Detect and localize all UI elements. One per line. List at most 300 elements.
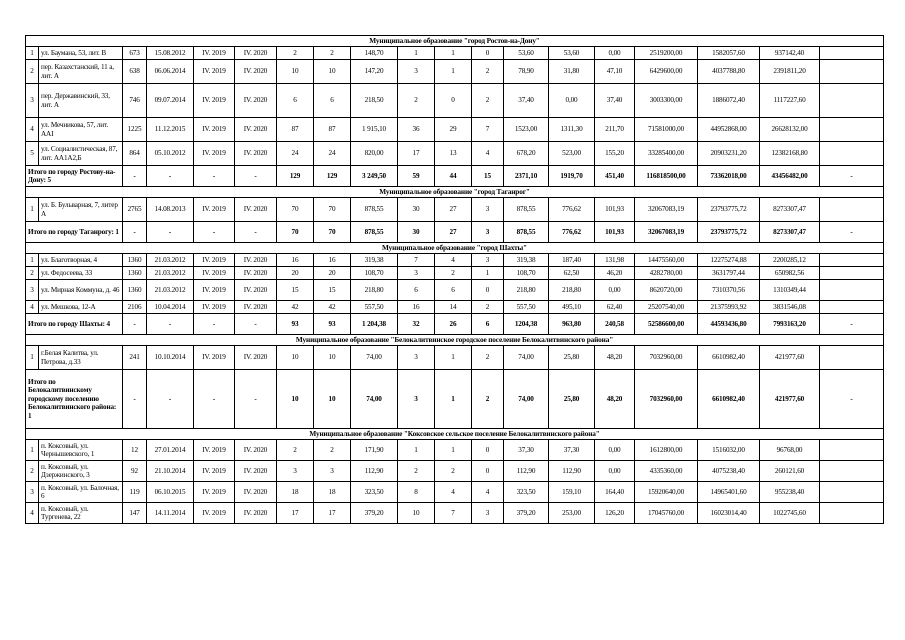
table-cell: 746 bbox=[123, 84, 147, 118]
table-row bbox=[26, 503, 884, 524]
table-cell: 37,30 bbox=[549, 440, 595, 461]
table-cell: 33285400,00 bbox=[635, 142, 698, 166]
total-label: Итого по городу Шахты: 4 bbox=[26, 314, 123, 335]
table-cell: 1 bbox=[398, 47, 435, 60]
section-title: Муниципальное образование "город Таганрог" bbox=[26, 187, 884, 198]
table-cell: 14965401,60 bbox=[698, 482, 760, 503]
table-cell: 70 bbox=[277, 198, 314, 222]
table-cell: 18 bbox=[277, 482, 314, 503]
table-cell: 46,20 bbox=[595, 267, 635, 280]
table-cell: 1022745,60 bbox=[760, 503, 820, 524]
table-cell bbox=[820, 142, 884, 166]
total-cell: 10 bbox=[277, 370, 314, 429]
table-cell: 3 bbox=[277, 461, 314, 482]
table-cell: 0 bbox=[472, 280, 504, 301]
row-number: 4 bbox=[26, 301, 39, 314]
table-cell: 4075238,40 bbox=[698, 461, 760, 482]
table-cell: 17 bbox=[398, 142, 435, 166]
table-cell: 319,38 bbox=[504, 254, 549, 267]
table-cell: IV. 2019 bbox=[194, 346, 235, 370]
table-cell: 112,90 bbox=[504, 461, 549, 482]
total-cell: 421977,60 bbox=[760, 370, 820, 429]
table-body bbox=[26, 36, 884, 524]
total-cell: - bbox=[235, 166, 277, 187]
table-cell: IV. 2020 bbox=[235, 301, 277, 314]
total-cell: 1204,38 bbox=[504, 314, 549, 335]
total-cell: 10 bbox=[314, 370, 351, 429]
section-header-row bbox=[26, 335, 884, 346]
table-cell: 4 bbox=[472, 482, 504, 503]
table-cell: 05.10.2012 bbox=[147, 142, 194, 166]
table-cell: 2391811,20 bbox=[760, 60, 820, 84]
table-cell: 74,00 bbox=[504, 346, 549, 370]
table-cell: 21375993,92 bbox=[698, 301, 760, 314]
table-cell: IV. 2019 bbox=[194, 198, 235, 222]
table-cell: 24 bbox=[314, 142, 351, 166]
row-number: 3 bbox=[26, 482, 39, 503]
table-cell: 20 bbox=[314, 267, 351, 280]
table-cell: 62,50 bbox=[549, 267, 595, 280]
section-title: Муниципальное образование "город Ростов-на-Дону" bbox=[26, 36, 884, 47]
table-row bbox=[26, 142, 884, 166]
table-cell: IV. 2020 bbox=[235, 254, 277, 267]
table-cell bbox=[820, 280, 884, 301]
table-cell: IV. 2019 bbox=[194, 142, 235, 166]
table-cell: 23793775,72 bbox=[698, 198, 760, 222]
row-number: 2 bbox=[26, 267, 39, 280]
table-cell: 379,20 bbox=[504, 503, 549, 524]
table-cell: 1311,30 bbox=[549, 118, 595, 142]
table-cell: 878,55 bbox=[504, 198, 549, 222]
total-cell: - bbox=[123, 222, 147, 243]
table-cell: 10 bbox=[398, 503, 435, 524]
table-cell bbox=[820, 301, 884, 314]
table-cell: 0 bbox=[472, 461, 504, 482]
table-cell: 2200285,12 bbox=[760, 254, 820, 267]
table-cell: 71581000,00 bbox=[635, 118, 698, 142]
table-cell: 131,98 bbox=[595, 254, 635, 267]
table-cell: 10 bbox=[314, 346, 351, 370]
total-cell: 74,00 bbox=[351, 370, 398, 429]
table-cell: 155,20 bbox=[595, 142, 635, 166]
table-cell bbox=[820, 60, 884, 84]
table-cell: 27.01.2014 bbox=[147, 440, 194, 461]
address-cell: п. Коксовый, ул. Дзержинского, 3 bbox=[39, 461, 123, 482]
table-row bbox=[26, 346, 884, 370]
table-cell: 1 bbox=[435, 60, 472, 84]
table-cell: 0 bbox=[472, 47, 504, 60]
row-number: 3 bbox=[26, 84, 39, 118]
table-cell bbox=[820, 482, 884, 503]
table-cell: 108,70 bbox=[351, 267, 398, 280]
table-cell: 148,70 bbox=[351, 47, 398, 60]
total-label: Итого по городу Ростову-на-Дону: 5 bbox=[26, 166, 123, 187]
table-cell: 62,40 bbox=[595, 301, 635, 314]
table-cell: 6 bbox=[435, 280, 472, 301]
total-cell: 74,00 bbox=[504, 370, 549, 429]
table-cell: 14.08.2013 bbox=[147, 198, 194, 222]
table-cell: 21.10.2014 bbox=[147, 461, 194, 482]
table-row bbox=[26, 118, 884, 142]
table-cell: 37,40 bbox=[595, 84, 635, 118]
total-cell: 3 bbox=[398, 370, 435, 429]
address-cell: п. Коксовый, ул. Чернышевского, 1 bbox=[39, 440, 123, 461]
table-cell: 18 bbox=[314, 482, 351, 503]
row-number: 4 bbox=[26, 118, 39, 142]
table-cell: 7032960,00 bbox=[635, 346, 698, 370]
table-cell: 211,70 bbox=[595, 118, 635, 142]
table-cell: 17 bbox=[277, 503, 314, 524]
table-cell: 6 bbox=[277, 84, 314, 118]
table-cell: 147 bbox=[123, 503, 147, 524]
table-cell bbox=[820, 267, 884, 280]
table-cell: 25207540,00 bbox=[635, 301, 698, 314]
table-cell: 2 bbox=[472, 301, 504, 314]
address-cell: ул. Федосеева, 33 bbox=[39, 267, 123, 280]
table-cell: 1 bbox=[435, 440, 472, 461]
table-cell bbox=[820, 47, 884, 60]
table-cell: 10 bbox=[277, 346, 314, 370]
table-cell: 323,50 bbox=[504, 482, 549, 503]
total-cell: 44593436,80 bbox=[698, 314, 760, 335]
table-cell: 112,90 bbox=[351, 461, 398, 482]
table-cell: 878,55 bbox=[351, 198, 398, 222]
table-cell: IV. 2019 bbox=[194, 503, 235, 524]
table-cell: 421977,60 bbox=[760, 346, 820, 370]
total-cell: 52586600,00 bbox=[635, 314, 698, 335]
address-cell: ул. Мешкова, 12-А bbox=[39, 301, 123, 314]
total-cell: 240,58 bbox=[595, 314, 635, 335]
table-cell: IV. 2020 bbox=[235, 60, 277, 84]
table-cell: 2 bbox=[277, 440, 314, 461]
table-cell: 0,00 bbox=[595, 280, 635, 301]
table-row bbox=[26, 60, 884, 84]
table-cell: 6429600,00 bbox=[635, 60, 698, 84]
table-cell: IV. 2019 bbox=[194, 440, 235, 461]
table-cell bbox=[820, 503, 884, 524]
table-cell: IV. 2019 bbox=[194, 461, 235, 482]
table-cell: 0,00 bbox=[549, 84, 595, 118]
resettlement-table bbox=[25, 35, 884, 524]
table-cell: 96768,00 bbox=[760, 440, 820, 461]
table-cell: 1 bbox=[435, 47, 472, 60]
table-cell: 673 bbox=[123, 47, 147, 60]
table-cell: 16 bbox=[314, 254, 351, 267]
address-cell: ул. Б. Бульварная, 7, литер А bbox=[39, 198, 123, 222]
total-cell: 27 bbox=[435, 222, 472, 243]
table-cell: 2 bbox=[472, 346, 504, 370]
address-cell: п. Коксовый, ул. Тургенева, 22 bbox=[39, 503, 123, 524]
table-cell: 21.03.2012 bbox=[147, 280, 194, 301]
total-cell: 963,80 bbox=[549, 314, 595, 335]
table-cell: 2 bbox=[314, 47, 351, 60]
total-cell: 93 bbox=[314, 314, 351, 335]
table-cell: 7310370,56 bbox=[698, 280, 760, 301]
total-cell: 23793775,72 bbox=[698, 222, 760, 243]
total-label: Итого по Белокалитвинскому городскому поселению Белокалитвинского района: 1 bbox=[26, 370, 123, 429]
table-cell: 260121,60 bbox=[760, 461, 820, 482]
table-cell: 53,60 bbox=[549, 47, 595, 60]
address-cell: ул. Благотворная, 4 bbox=[39, 254, 123, 267]
total-row bbox=[26, 370, 884, 429]
table-cell: 4 bbox=[435, 482, 472, 503]
table-cell: 379,20 bbox=[351, 503, 398, 524]
table-row bbox=[26, 440, 884, 461]
table-cell: 15 bbox=[314, 280, 351, 301]
table-cell: IV. 2020 bbox=[235, 482, 277, 503]
table-cell bbox=[820, 84, 884, 118]
total-cell: - bbox=[123, 314, 147, 335]
table-row bbox=[26, 47, 884, 60]
table-cell: 7 bbox=[472, 118, 504, 142]
table-cell: 31,80 bbox=[549, 60, 595, 84]
address-cell: пер. Казахстанский, 11 а, лит. А bbox=[39, 60, 123, 84]
address-cell: п. Коксовый, ул. Балочная, 6 bbox=[39, 482, 123, 503]
total-cell: - bbox=[820, 370, 884, 429]
section-header-row bbox=[26, 36, 884, 47]
table-cell: IV. 2019 bbox=[194, 254, 235, 267]
table-cell: 16 bbox=[398, 301, 435, 314]
table-cell: 2 bbox=[435, 267, 472, 280]
table-cell: 955238,40 bbox=[760, 482, 820, 503]
table-cell: 32067083,19 bbox=[635, 198, 698, 222]
table-cell: 26628132,00 bbox=[760, 118, 820, 142]
table-cell: IV. 2019 bbox=[194, 47, 235, 60]
table-cell: 4 bbox=[472, 142, 504, 166]
row-number: 1 bbox=[26, 47, 39, 60]
table-cell: IV. 2020 bbox=[235, 440, 277, 461]
table-cell: 37,30 bbox=[504, 440, 549, 461]
table-row bbox=[26, 267, 884, 280]
table-cell: 21.03.2012 bbox=[147, 254, 194, 267]
row-number: 1 bbox=[26, 254, 39, 267]
table-cell bbox=[820, 118, 884, 142]
table-cell: 70 bbox=[314, 198, 351, 222]
table-cell: 253,00 bbox=[549, 503, 595, 524]
table-cell: 0 bbox=[472, 440, 504, 461]
table-cell: 2 bbox=[277, 47, 314, 60]
table-cell: 36 bbox=[398, 118, 435, 142]
table-cell: 3003300,00 bbox=[635, 84, 698, 118]
total-cell: 32 bbox=[398, 314, 435, 335]
table-cell: 147,20 bbox=[351, 60, 398, 84]
table-cell: 47,10 bbox=[595, 60, 635, 84]
table-cell: 1 bbox=[472, 267, 504, 280]
table-cell: 48,20 bbox=[595, 346, 635, 370]
table-cell: 171,90 bbox=[351, 440, 398, 461]
table-cell: 3 bbox=[472, 254, 504, 267]
table-cell: 74,00 bbox=[351, 346, 398, 370]
table-cell: 14.11.2014 bbox=[147, 503, 194, 524]
table-cell: 20 bbox=[277, 267, 314, 280]
table-cell: 557,50 bbox=[351, 301, 398, 314]
total-cell: 116818500,00 bbox=[635, 166, 698, 187]
table-cell bbox=[820, 461, 884, 482]
table-cell: 4037788,80 bbox=[698, 60, 760, 84]
address-cell: г.Белая Калитва, ул. Петрова, д.33 bbox=[39, 346, 123, 370]
table-cell: IV. 2020 bbox=[235, 503, 277, 524]
table-cell: 10 bbox=[314, 60, 351, 84]
table-cell: IV. 2019 bbox=[194, 301, 235, 314]
address-cell: ул. Мечникова, 57, лит. ААI bbox=[39, 118, 123, 142]
table-cell: 15920640,00 bbox=[635, 482, 698, 503]
total-cell: 25,80 bbox=[549, 370, 595, 429]
table-cell: 241 bbox=[123, 346, 147, 370]
table-cell: 8273307,47 bbox=[760, 198, 820, 222]
table-cell: 0,00 bbox=[595, 461, 635, 482]
table-cell: 319,38 bbox=[351, 254, 398, 267]
total-cell: 129 bbox=[314, 166, 351, 187]
table-cell: IV. 2020 bbox=[235, 47, 277, 60]
table-cell: 8620720,00 bbox=[635, 280, 698, 301]
total-cell: 6610982,40 bbox=[698, 370, 760, 429]
total-cell: 878,55 bbox=[351, 222, 398, 243]
table-cell: 557,50 bbox=[504, 301, 549, 314]
table-cell: IV. 2020 bbox=[235, 118, 277, 142]
total-cell: - bbox=[235, 314, 277, 335]
total-cell: - bbox=[235, 222, 277, 243]
table-cell: 1612800,00 bbox=[635, 440, 698, 461]
total-cell: 776,62 bbox=[549, 222, 595, 243]
table-cell: 17 bbox=[314, 503, 351, 524]
row-number: 3 bbox=[26, 280, 39, 301]
table-cell: 12275274,88 bbox=[698, 254, 760, 267]
table-cell: 3 bbox=[398, 267, 435, 280]
table-cell: 37,40 bbox=[504, 84, 549, 118]
table-cell: 1523,00 bbox=[504, 118, 549, 142]
section-header-row bbox=[26, 243, 884, 254]
table-cell: 1310349,44 bbox=[760, 280, 820, 301]
total-cell: - bbox=[147, 166, 194, 187]
table-cell: 112,90 bbox=[549, 461, 595, 482]
total-cell: - bbox=[235, 370, 277, 429]
total-row bbox=[26, 166, 884, 187]
table-cell: 53,60 bbox=[504, 47, 549, 60]
table-cell: 4282780,00 bbox=[635, 267, 698, 280]
table-cell: 14475560,00 bbox=[635, 254, 698, 267]
table-cell: 2 bbox=[398, 461, 435, 482]
table-cell: 2106 bbox=[123, 301, 147, 314]
total-cell: - bbox=[123, 166, 147, 187]
table-cell: 20903231,20 bbox=[698, 142, 760, 166]
table-cell: 14 bbox=[435, 301, 472, 314]
total-cell: - bbox=[820, 222, 884, 243]
table-cell: 1360 bbox=[123, 267, 147, 280]
total-cell: - bbox=[820, 314, 884, 335]
table-row bbox=[26, 84, 884, 118]
table-cell: IV. 2019 bbox=[194, 84, 235, 118]
table-cell: 2765 bbox=[123, 198, 147, 222]
table-cell: 1225 bbox=[123, 118, 147, 142]
table-cell bbox=[820, 440, 884, 461]
table-cell: 27 bbox=[435, 198, 472, 222]
table-cell: 0,00 bbox=[595, 47, 635, 60]
section-header-row bbox=[26, 187, 884, 198]
address-cell: ул. Социалистическая, 87, лит. АА1А2,Б bbox=[39, 142, 123, 166]
table-cell: 323,50 bbox=[351, 482, 398, 503]
table-cell: 2 bbox=[314, 440, 351, 461]
table-cell: 3 bbox=[398, 346, 435, 370]
table-cell: IV. 2020 bbox=[235, 280, 277, 301]
table-row bbox=[26, 482, 884, 503]
total-cell: 101,93 bbox=[595, 222, 635, 243]
table-cell: 2 bbox=[398, 84, 435, 118]
table-cell: 12 bbox=[123, 440, 147, 461]
table-cell: 218,80 bbox=[549, 280, 595, 301]
table-cell: 15.08.2012 bbox=[147, 47, 194, 60]
table-row bbox=[26, 280, 884, 301]
table-cell: 12382168,80 bbox=[760, 142, 820, 166]
total-cell: - bbox=[194, 314, 235, 335]
address-cell: ул. Баумана, 53, лит. В bbox=[39, 47, 123, 60]
total-cell: 32067083,19 bbox=[635, 222, 698, 243]
table-cell: IV. 2019 bbox=[194, 60, 235, 84]
address-cell: пер. Державинский, 33, лит. А bbox=[39, 84, 123, 118]
table-cell: 3831546,08 bbox=[760, 301, 820, 314]
table-cell: 3 bbox=[472, 503, 504, 524]
table-cell: 25,80 bbox=[549, 346, 595, 370]
table-row bbox=[26, 461, 884, 482]
row-number: 1 bbox=[26, 198, 39, 222]
table-cell: 06.10.2015 bbox=[147, 482, 194, 503]
housing-program-table-sheet bbox=[25, 35, 883, 524]
table-cell: 16023014,40 bbox=[698, 503, 760, 524]
table-cell: IV. 2020 bbox=[235, 198, 277, 222]
total-cell: 93 bbox=[277, 314, 314, 335]
total-cell: 1 204,38 bbox=[351, 314, 398, 335]
table-cell: 87 bbox=[314, 118, 351, 142]
total-cell: - bbox=[147, 370, 194, 429]
table-cell: 2 bbox=[472, 60, 504, 84]
total-cell: 30 bbox=[398, 222, 435, 243]
table-cell: 218,50 bbox=[351, 84, 398, 118]
total-cell: 73362018,00 bbox=[698, 166, 760, 187]
table-cell: IV. 2020 bbox=[235, 346, 277, 370]
table-cell: 17045760,00 bbox=[635, 503, 698, 524]
table-cell: 523,00 bbox=[549, 142, 595, 166]
table-cell: 1360 bbox=[123, 280, 147, 301]
table-cell: 187,40 bbox=[549, 254, 595, 267]
table-cell: 1 bbox=[398, 440, 435, 461]
total-cell: 1 bbox=[435, 370, 472, 429]
table-cell: 864 bbox=[123, 142, 147, 166]
table-cell: IV. 2020 bbox=[235, 84, 277, 118]
table-cell: 06.06.2014 bbox=[147, 60, 194, 84]
table-cell: 10.04.2014 bbox=[147, 301, 194, 314]
table-cell bbox=[820, 254, 884, 267]
total-cell: 8273307,47 bbox=[760, 222, 820, 243]
table-cell: 92 bbox=[123, 461, 147, 482]
table-cell: 1516032,00 bbox=[698, 440, 760, 461]
table-cell: 29 bbox=[435, 118, 472, 142]
total-cell: 3 bbox=[472, 222, 504, 243]
table-cell: 6 bbox=[398, 280, 435, 301]
row-number: 1 bbox=[26, 440, 39, 461]
table-cell: 3 bbox=[398, 60, 435, 84]
table-cell: 218,80 bbox=[351, 280, 398, 301]
row-number: 5 bbox=[26, 142, 39, 166]
total-cell: 451,40 bbox=[595, 166, 635, 187]
table-cell: 09.07.2014 bbox=[147, 84, 194, 118]
table-cell: 1 915,10 bbox=[351, 118, 398, 142]
table-cell bbox=[820, 198, 884, 222]
total-cell: 48,20 bbox=[595, 370, 635, 429]
total-cell: - bbox=[123, 370, 147, 429]
table-cell: 13 bbox=[435, 142, 472, 166]
table-cell: 24 bbox=[277, 142, 314, 166]
table-cell: 7 bbox=[435, 503, 472, 524]
table-cell: 0,00 bbox=[595, 440, 635, 461]
